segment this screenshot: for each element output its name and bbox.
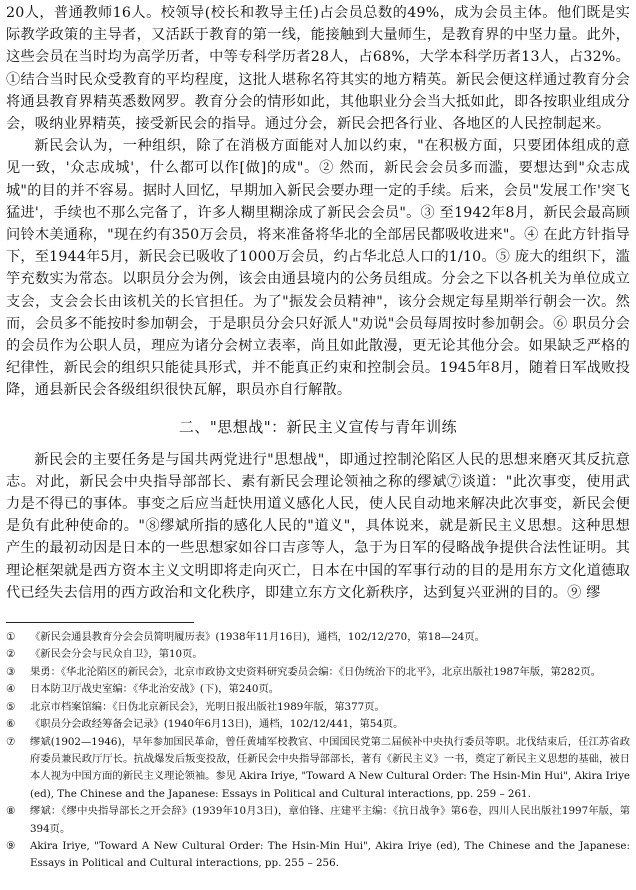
section-heading: 二、"思想战"：新民主义宣传与青年训练 [178,417,458,436]
footnote-text: 日本防卫厅战史室编：《华北治安战》(下)，第240页。 [30,683,280,696]
footnote-number: ⑨ [6,839,16,852]
page-body [6,2,630,873]
footnote-text: 《新民会分会与民众自卫》，第10页。 [30,648,203,661]
footnote-5 [6,699,630,716]
footnote-text: 《新民会通县教育分会会员简明履历表》(1938年11月16日)，通档，102/12/270，第18—24页。 [30,631,485,644]
footnote-text: 《职员分会政经筹备会记录》(1940年6月13日)，通档，102/12/441，第54页。 [30,718,404,731]
body-paragraph-2: 新民会认为，一种组织，除了在消极方面能对人加以约束，"在积极方面，只要团体组成的意见一致，'众志成城'，什么都可以作[做]的成"。② 然而，新民会会员多而滥，要想达到"众志成城"的目的并不容易。据时人回忆，早期加入新民会要办理一定的手续。后来，会员"发展工作'突飞猛进'，手续也不那么完备了，许多人糊里糊涂成了新民会会员"。③ 至1942年8月，新民会最高顾问铃木美通称，"现在约有350万会员，将来准备将华北的全部居民都吸收进来"。④ 在此方针指导下，至1944年5月，新民会已吸收了1000万会员，约占华北总人口的1/10。⑤ 庞大的组织下，滥竽充数实为常态。以职员分会为例，该会由通县境内的公务员组成。分会之下以各机关为单位成立支会，支会会长由该机关的长官担任。为了"振发会员精神"，该分会规定每星期举行朝会一次。然而，会员多不能按时参加朝会，于是职员分会只好派人"劝说"会员每周按时参加朝会。⑥ 职员分会的会员作为公职人员，理应为诸分会树立表率，尚且如此散漫，更无论其他分会。如果缺乏严格的纪律性，新民会的组织只能徒具形式，并不能真正约束和控制会员。1945年8月，随着日军战败投降，通县新民会各级组织很快瓦解，职员亦自行解散。 [6,138,630,399]
footnote-number: ⑦ [6,735,16,748]
footnote-text: Akira Iriye, "Toward A New Cultural Order: The Hsin-Min Hui", Akira Iriye (ed), The Chinese and the Japanese: Essays in Political and Cultural interactions, pp. 255 – 256. [30,839,630,870]
footnote-9 [6,838,630,873]
footnote-divider [6,622,194,623]
footnote-text: 果勇：《华北沦陷区的新民会》，北京市政协文史资料研究委员会编：《日伪统治下的北平》，北京出版社1987年版，第282页。 [30,665,601,678]
section-paragraph-1: 新民会的主要任务是与国共两党进行"思想战"，即通过控制沦陷区人民的思想来磨灭其反抗意志。对此，新民会中央指导部部长、素有新民会理论领袖之称的缪斌⑦谈道："此次事变，使用武力是不得已的事体。事变之后应当赶快用道义感化人民，使人民自动地来解决此次事变，新民会便是负有此种使命的。"⑧缪斌所指的感化人民的"道义"，具体说来，就是新民主义思想。这种思想产生的最初动因是日本的一些思想家如谷口吉彦等人，急于为日军的侵略战争提供合法性证明。其理论框架就是西方资本主义文明即将走向灭亡，日本在中国的军事行动的目的是用东方文化道德取代已经失去信用的西方政治和文化秩序，即建立东方文化新秩序，达到复兴亚洲的目的。⑨ 缪 [6,451,630,601]
footnote-number: ③ [6,665,16,678]
footnote-number: ⑧ [6,805,16,818]
footnote-2 [6,646,630,663]
footnote-1 [6,629,630,646]
footnotes [6,629,630,873]
footnote-number: ④ [6,683,16,696]
footnote-number: ② [6,648,16,661]
footnote-8 [6,803,630,838]
footnote-6 [6,716,630,733]
footnote-3 [6,664,630,681]
body-paragraph-1: 20人，普通教师16人。校领导(校长和教导主任)占会员总数的49%，成为会员主体。他们既是实际教学政策的主导者，又活跃于教育的第一线，能接触到大量师生，是教育界的中坚力量。此外，这些会员在当时均为高学历者，中等专科学历者28人，占68%，大学本科学历者13人，占32%。①结合当时民众受教育的平均程度，这批人堪称名符其实的地方精英。新民会便这样通过教育分会将通县教育界精英悉数网罗。教育分会的情形如此，其他职业分会当大抵如此，即各按职业组成分会，吸纳业界精英，接受新民会的指导。通过分会，新民会把各行业、各地区的人民控制起来。 [6,5,630,133]
footnote-text: 北京市档案馆编：《日伪北京新民会》，光明日报出版社1989年版，第377页。 [30,700,385,713]
footnote-number: ① [6,631,16,644]
footnote-number: ⑤ [6,700,16,713]
footnote-4 [6,681,630,698]
footnote-number: ⑥ [6,718,16,731]
footnote-7 [6,734,630,804]
footnote-text: 缪斌(1902—1946)，早年参加国民革命，曾任黄埔军校教官、中国国民党第二届候补中央执行委员等职。北伐结束后，任江苏省政府委员兼民政厅厅长。抗战爆发后叛变投敌，任新民会中央指导部部长，著有《新民主义》一书，奠定了新民主义思想的基础，被日本人视为中国方面的新民主义理论领袖。参见 Akira Iriye, "Toward A New Cultural Order: The Hsin-Min Hui", Akira Iriye (ed), The Chinese and the Japanese: Essays in Political and Cultural interactions, pp. 259 – 261. [30,735,630,800]
footnote-text: 缪斌：《缪中央指导部长之开会辞》(1939年10月3日)，章伯锋、庄建平主编：《抗日战争》第6卷，四川人民出版社1997年版，第394页。 [30,805,630,835]
